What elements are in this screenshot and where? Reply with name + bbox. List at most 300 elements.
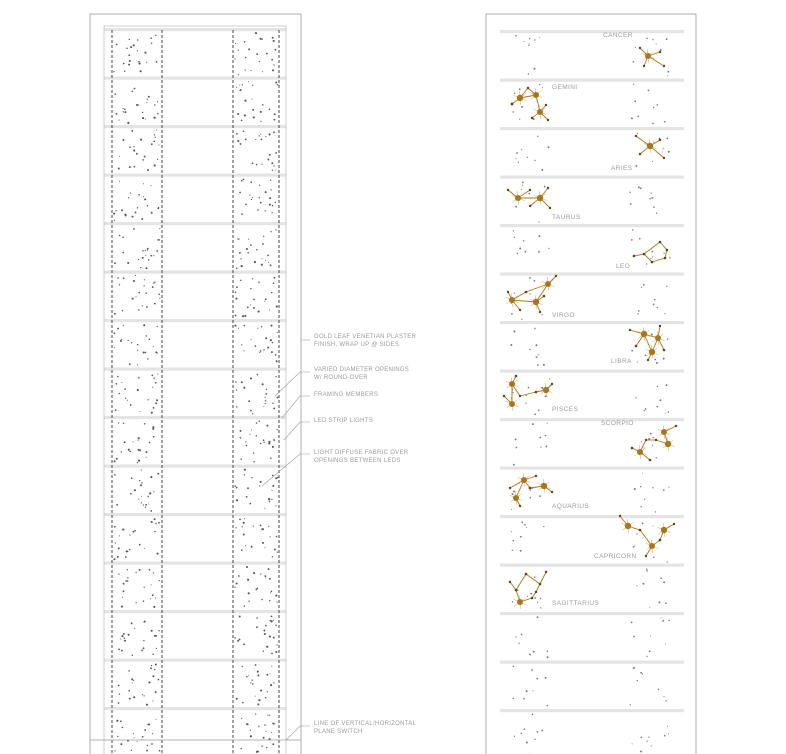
opening-dot xyxy=(534,68,536,70)
star xyxy=(619,515,621,517)
opening-dot xyxy=(655,511,656,512)
opening-dot xyxy=(249,503,251,505)
opening-dot xyxy=(269,501,271,503)
opening-dot xyxy=(147,496,148,497)
opening-dot xyxy=(258,699,260,701)
left-elevation-panel xyxy=(90,14,301,754)
opening-dot xyxy=(131,678,133,680)
opening-dot xyxy=(264,508,265,509)
opening-dot xyxy=(257,209,259,211)
left-inner-frame xyxy=(104,26,286,754)
opening-dot xyxy=(130,192,131,193)
opening-dot xyxy=(152,387,153,388)
opening-dot xyxy=(154,164,156,166)
framing-member xyxy=(500,467,684,470)
opening-dot xyxy=(239,252,241,254)
opening-dot xyxy=(511,509,512,510)
opening-dot xyxy=(144,156,146,158)
opening-dot xyxy=(261,258,262,259)
opening-dot xyxy=(242,526,243,527)
opening-dot xyxy=(649,607,650,608)
opening-dot xyxy=(245,203,247,205)
constellation-link xyxy=(540,572,546,584)
opening-dot xyxy=(132,531,134,533)
opening-dot xyxy=(251,429,252,430)
opening-dot xyxy=(147,358,148,359)
framing-member xyxy=(500,30,684,33)
opening-dot xyxy=(153,491,154,492)
opening-dot xyxy=(636,585,637,586)
opening-dot xyxy=(253,307,255,309)
opening-dot xyxy=(142,112,143,113)
opening-dot xyxy=(523,240,525,242)
opening-dot xyxy=(521,733,523,735)
opening-dot xyxy=(133,696,135,698)
opening-dot xyxy=(243,179,245,181)
opening-dot xyxy=(247,307,249,309)
opening-dot xyxy=(522,182,524,184)
opening-dot xyxy=(159,580,160,581)
opening-dot xyxy=(153,282,154,283)
callout-switch: LINE OF VERTICAL/HORIZONTAL PLANE SWITCH xyxy=(314,721,417,735)
opening-dot xyxy=(151,212,153,214)
opening-dot xyxy=(117,328,119,330)
opening-dot xyxy=(139,480,140,481)
opening-dot xyxy=(132,216,134,218)
framing-member xyxy=(104,465,286,468)
opening-dot xyxy=(538,354,539,355)
opening-dot xyxy=(123,111,124,112)
star xyxy=(659,539,662,542)
constellation-sagittarius xyxy=(509,571,547,609)
opening-dot xyxy=(132,91,133,92)
opening-dot xyxy=(158,679,160,681)
opening-dot xyxy=(124,638,125,639)
opening-dot xyxy=(256,249,258,251)
opening-dot xyxy=(115,542,116,543)
opening-dot xyxy=(273,407,275,409)
opening-dot xyxy=(273,403,274,404)
opening-dot xyxy=(148,259,150,261)
opening-dot xyxy=(155,635,157,637)
opening-dot xyxy=(150,476,152,478)
opening-dot xyxy=(155,523,156,524)
opening-dot xyxy=(663,358,665,360)
label-capricorn: CAPRICORN xyxy=(594,553,637,560)
opening-dot xyxy=(532,423,534,425)
opening-dot xyxy=(662,151,663,152)
opening-dot xyxy=(114,750,115,751)
star xyxy=(661,429,667,435)
opening-dot xyxy=(265,393,267,395)
star xyxy=(531,117,533,119)
opening-dot xyxy=(265,577,266,578)
opening-dot xyxy=(158,239,160,241)
framing-member xyxy=(104,319,286,322)
callout-openings: VARIED DIAMETER OPENINGS W/ ROUND-OVER xyxy=(314,367,410,381)
opening-dot xyxy=(261,163,262,164)
opening-dot xyxy=(515,636,516,637)
opening-dot xyxy=(277,429,278,430)
opening-dot xyxy=(119,120,120,121)
opening-dot xyxy=(118,168,120,170)
opening-dot xyxy=(528,193,530,195)
opening-dot xyxy=(640,187,642,189)
opening-dot xyxy=(269,309,270,310)
left-framing-bands xyxy=(104,28,286,754)
opening-dot xyxy=(141,496,142,497)
opening-dot xyxy=(144,423,146,425)
opening-dot xyxy=(668,487,669,488)
star xyxy=(529,487,532,490)
opening-dot xyxy=(240,258,241,259)
callout-fabric: LIGHT DIFFUSE FABRIC OVER OPENINGS BETWEEN LEDS xyxy=(314,450,409,464)
opening-dot xyxy=(252,197,253,198)
opening-dot xyxy=(142,117,144,119)
opening-dot xyxy=(141,218,143,220)
star xyxy=(515,195,521,201)
opening-dot xyxy=(137,741,138,742)
opening-dot xyxy=(667,75,668,76)
opening-dot xyxy=(236,583,238,585)
star xyxy=(537,195,543,201)
opening-dot xyxy=(263,349,265,351)
star xyxy=(515,589,518,592)
opening-dot xyxy=(518,162,519,163)
star xyxy=(551,383,553,385)
opening-dot xyxy=(144,52,146,54)
opening-dot xyxy=(145,118,146,119)
opening-dot xyxy=(153,140,155,142)
opening-dot xyxy=(129,39,130,40)
opening-dot xyxy=(139,449,141,451)
opening-dot xyxy=(256,164,258,166)
opening-dot xyxy=(530,593,532,595)
opening-dot xyxy=(263,442,264,443)
opening-dot xyxy=(129,698,131,700)
opening-dot xyxy=(668,411,670,413)
opening-dot xyxy=(633,61,635,63)
opening-dot xyxy=(630,203,632,205)
opening-dot xyxy=(148,96,150,98)
opening-dot xyxy=(664,313,665,314)
star xyxy=(547,187,549,189)
opening-dot xyxy=(157,159,158,160)
opening-dot xyxy=(264,633,266,635)
opening-dot xyxy=(653,107,655,109)
opening-dot xyxy=(272,556,273,557)
opening-dot xyxy=(145,267,147,269)
opening-dot xyxy=(129,363,131,365)
callout-led: LED STRIP LIGHTS xyxy=(314,418,374,424)
opening-dot xyxy=(246,445,248,447)
leader-switch xyxy=(286,726,310,740)
opening-dot xyxy=(128,340,129,341)
opening-dot xyxy=(258,281,260,283)
opening-dot xyxy=(524,524,526,526)
opening-dot xyxy=(640,486,641,487)
opening-dot xyxy=(519,88,521,90)
opening-dot xyxy=(252,98,253,99)
opening-dot xyxy=(275,376,276,377)
opening-dot xyxy=(237,140,239,142)
opening-dot xyxy=(121,606,123,608)
opening-dot xyxy=(250,377,252,379)
framing-member xyxy=(500,418,684,421)
opening-dot xyxy=(652,487,653,488)
framing-member xyxy=(104,222,286,225)
framing-member xyxy=(104,562,286,565)
opening-dot xyxy=(517,253,519,255)
opening-dot xyxy=(145,255,146,256)
opening-dot xyxy=(259,485,260,486)
opening-dot xyxy=(146,62,147,63)
opening-dot xyxy=(115,113,117,115)
opening-dot xyxy=(660,49,662,51)
opening-dot xyxy=(133,680,134,681)
opening-dot xyxy=(510,344,512,346)
opening-dot xyxy=(125,214,127,216)
opening-dot xyxy=(137,389,139,391)
opening-dot xyxy=(272,69,274,71)
opening-dot xyxy=(234,586,235,587)
opening-dot xyxy=(128,670,130,672)
opening-dot xyxy=(244,469,246,471)
opening-dot xyxy=(637,115,639,117)
star xyxy=(547,119,549,121)
opening-dot xyxy=(265,260,266,261)
opening-dot xyxy=(272,485,274,487)
opening-dot xyxy=(537,136,538,137)
opening-dot xyxy=(136,153,138,155)
opening-dot xyxy=(139,63,141,65)
opening-dot xyxy=(255,139,256,140)
opening-dot xyxy=(114,474,116,476)
opening-dot xyxy=(272,722,274,724)
opening-dot xyxy=(630,704,631,705)
opening-dot xyxy=(252,109,254,111)
opening-dot xyxy=(116,504,118,506)
opening-dot xyxy=(532,690,533,691)
opening-dot xyxy=(259,352,260,353)
opening-dot xyxy=(273,64,274,65)
opening-dot xyxy=(260,481,262,483)
opening-dot xyxy=(275,170,276,171)
opening-dot xyxy=(512,698,514,700)
opening-dot xyxy=(270,180,271,181)
opening-dot xyxy=(657,386,658,387)
opening-dot xyxy=(261,326,262,327)
star xyxy=(675,425,677,427)
opening-dot xyxy=(631,622,633,624)
opening-dot xyxy=(652,445,653,446)
opening-dot xyxy=(521,149,522,150)
opening-dot xyxy=(256,617,258,619)
opening-dot xyxy=(235,381,237,383)
opening-dot xyxy=(114,313,116,315)
opening-dot xyxy=(131,477,133,479)
opening-dot xyxy=(656,457,657,458)
star xyxy=(643,253,646,256)
opening-dot xyxy=(146,457,147,458)
opening-dot xyxy=(123,590,125,592)
star xyxy=(555,275,557,277)
opening-dot xyxy=(250,304,251,305)
opening-dot xyxy=(129,146,131,148)
constellation-gemini xyxy=(511,87,550,121)
opening-dot xyxy=(241,265,243,267)
opening-dot xyxy=(240,280,241,281)
opening-dot xyxy=(652,161,653,162)
star xyxy=(509,297,515,303)
opening-dot xyxy=(255,713,256,714)
opening-dot xyxy=(526,690,528,692)
opening-dot xyxy=(547,423,548,424)
opening-dot xyxy=(159,298,160,299)
opening-dot xyxy=(255,32,257,34)
opening-dot xyxy=(513,230,514,231)
opening-dot xyxy=(123,423,124,424)
opening-dot xyxy=(246,248,248,250)
opening-dot xyxy=(123,108,124,109)
opening-dot xyxy=(121,650,123,652)
opening-dot xyxy=(155,382,157,384)
opening-dot xyxy=(271,162,273,164)
opening-dot xyxy=(667,338,669,340)
opening-dot xyxy=(123,63,125,65)
opening-dot xyxy=(120,721,122,723)
opening-dot xyxy=(253,526,254,527)
opening-dot xyxy=(549,378,550,379)
opening-dot xyxy=(656,43,657,44)
star xyxy=(661,527,667,533)
star xyxy=(625,523,631,529)
opening-dot xyxy=(668,151,670,153)
opening-dot xyxy=(236,487,238,489)
opening-dot xyxy=(152,675,154,677)
opening-dot xyxy=(142,305,143,306)
opening-dot xyxy=(643,447,644,448)
opening-dot xyxy=(273,620,274,621)
opening-dot xyxy=(545,445,547,447)
opening-dot xyxy=(541,730,543,732)
star xyxy=(527,87,529,89)
opening-dot xyxy=(643,284,645,286)
label-aries: ARIES xyxy=(611,165,633,172)
opening-dot xyxy=(146,306,148,308)
opening-dot xyxy=(142,257,144,259)
opening-dot xyxy=(265,625,267,627)
opening-dot xyxy=(148,399,149,400)
opening-dot xyxy=(241,213,243,215)
opening-dot xyxy=(159,228,160,229)
opening-dot xyxy=(275,505,276,506)
opening-dot xyxy=(538,251,540,253)
opening-dot xyxy=(656,104,658,106)
star xyxy=(521,477,527,483)
opening-dot xyxy=(140,70,142,72)
opening-dot xyxy=(149,492,151,494)
opening-dot xyxy=(262,104,264,106)
constellation-link xyxy=(516,574,526,590)
opening-dot xyxy=(244,325,246,327)
opening-dot xyxy=(114,347,115,348)
opening-dot xyxy=(134,628,135,629)
opening-dot xyxy=(244,41,246,43)
opening-dot xyxy=(248,81,249,82)
opening-dot xyxy=(644,410,645,411)
opening-dot xyxy=(235,43,236,44)
opening-dot xyxy=(252,85,253,86)
opening-dot xyxy=(239,85,240,86)
opening-dot xyxy=(537,364,539,366)
opening-dot xyxy=(267,159,269,161)
opening-dot xyxy=(128,690,130,692)
opening-dot xyxy=(646,38,648,40)
opening-dot xyxy=(263,737,265,739)
opening-dot xyxy=(269,108,271,110)
label-sagittarius: SAGITTARIUS xyxy=(552,600,600,607)
framing-member xyxy=(500,176,684,179)
opening-dot xyxy=(529,293,530,294)
framing-member xyxy=(500,612,684,615)
opening-dot xyxy=(527,157,528,158)
opening-dot xyxy=(137,364,138,365)
opening-dot xyxy=(122,597,123,598)
opening-dot xyxy=(244,474,245,475)
star xyxy=(659,139,661,141)
opening-dot xyxy=(151,521,153,523)
opening-dot xyxy=(262,542,264,544)
opening-dot xyxy=(143,647,145,649)
label-aquarius: AQUARIUS xyxy=(552,503,590,510)
framing-member xyxy=(500,273,684,276)
opening-dot xyxy=(264,575,266,577)
opening-dot xyxy=(264,301,265,302)
opening-dot xyxy=(159,750,161,752)
opening-dot xyxy=(151,42,152,43)
opening-dot xyxy=(650,433,652,435)
opening-dot xyxy=(237,640,239,642)
opening-dot xyxy=(523,698,525,700)
opening-dot xyxy=(143,600,145,602)
opening-dot xyxy=(267,347,269,349)
opening-dot xyxy=(277,397,279,399)
opening-dot xyxy=(242,315,244,317)
opening-dot xyxy=(515,206,517,208)
opening-dot xyxy=(257,328,258,329)
opening-dot xyxy=(151,665,152,666)
opening-dot xyxy=(534,414,536,416)
opening-dot xyxy=(261,38,263,40)
opening-dot xyxy=(273,439,275,441)
opening-dot xyxy=(635,165,637,167)
opening-dot xyxy=(268,498,270,500)
opening-dot xyxy=(524,728,526,730)
opening-dot xyxy=(512,493,514,495)
opening-dot xyxy=(635,47,636,48)
star xyxy=(666,249,669,252)
opening-dot xyxy=(242,84,243,85)
opening-dot xyxy=(147,745,148,746)
opening-dot xyxy=(632,229,633,230)
opening-dot xyxy=(273,40,275,42)
opening-dot xyxy=(251,477,252,478)
opening-dot xyxy=(262,71,263,72)
star xyxy=(659,325,661,327)
opening-dot xyxy=(656,406,658,408)
opening-dot xyxy=(145,335,147,337)
